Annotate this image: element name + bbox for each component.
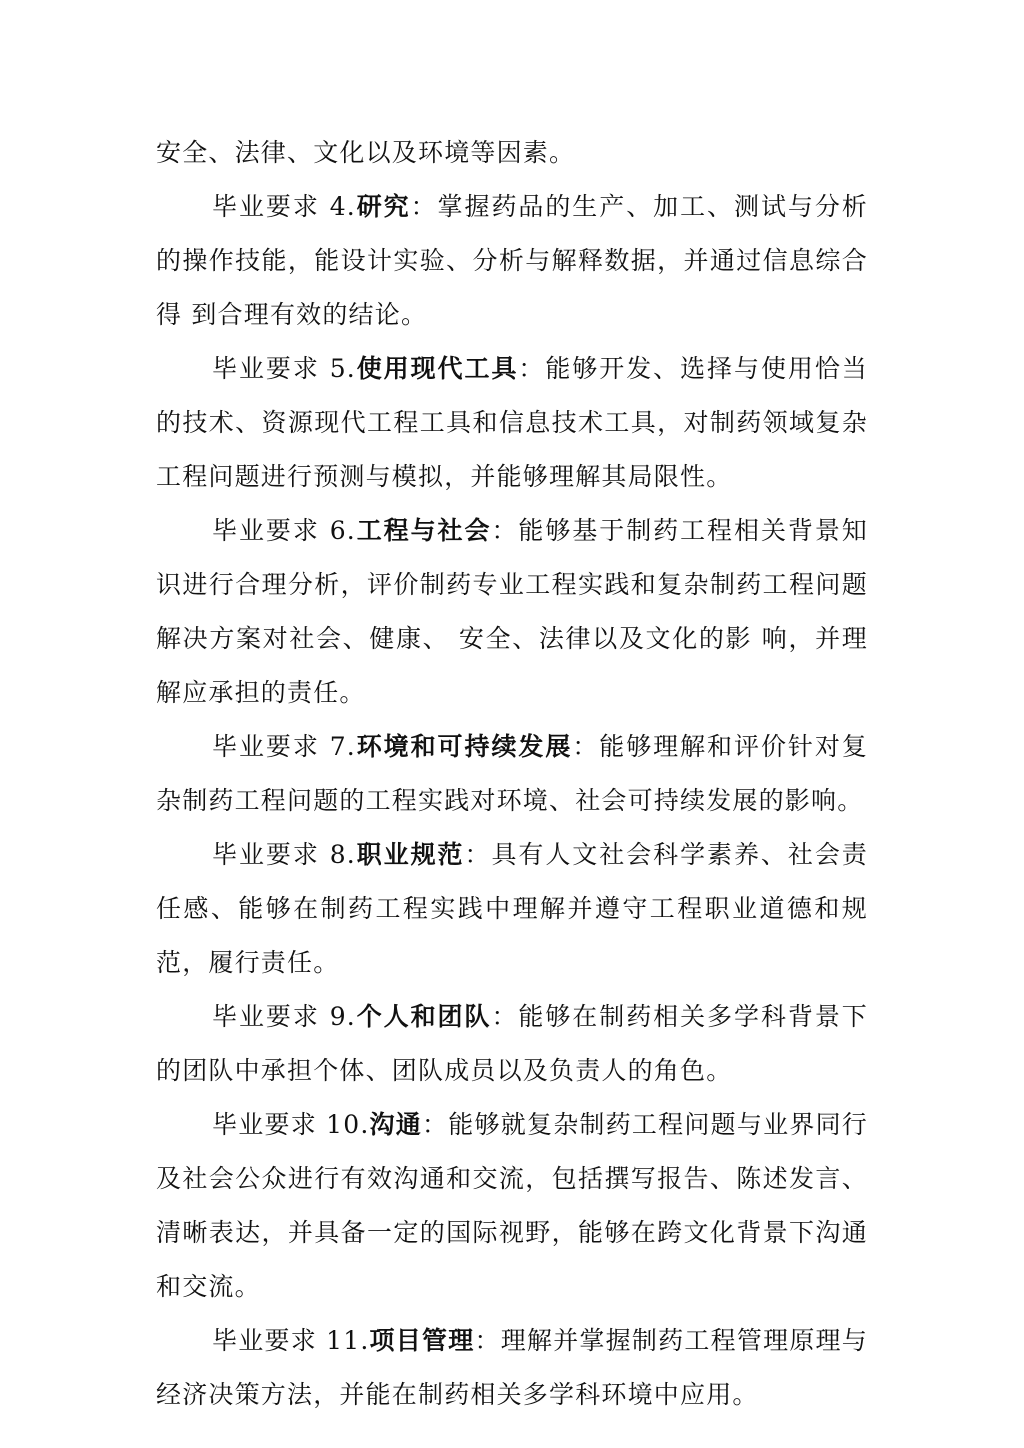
paragraph-continuation (156, 126, 868, 180)
requirement-keyword: 沟通 (369, 1110, 423, 1139)
requirement-keyword: 工程与社会 (355, 516, 492, 545)
paragraph-requirement-11 (156, 1314, 868, 1422)
requirement-keyword: 职业规范 (355, 840, 465, 869)
requirement-keyword: 使用现代工具 (355, 354, 519, 383)
requirement-body: ：掌握药品的生产、加工、测试与分析的操作技能，能设计实验、分析与解释数据，并通过信息综合得 到合理有效的结论。 (156, 192, 869, 329)
requirement-prefix: 毕业要求 6. (212, 516, 356, 545)
requirement-prefix: 毕业要求 8. (212, 840, 356, 869)
paragraph-requirement-7 (156, 720, 868, 828)
requirement-prefix: 毕业要求 9. (212, 1002, 356, 1031)
paragraph-requirement-9 (156, 990, 868, 1098)
paragraph-requirement-6 (156, 504, 868, 720)
requirement-keyword: 项目管理 (369, 1326, 475, 1355)
requirement-body: ：能够就复杂制药工程问题与业界同行及社会公众进行有效沟通和交流，包括撰写报告、陈述发言、清晰表达，并具备一定的国际视野，能够在跨文化背景下沟通和交流。 (156, 1110, 869, 1301)
document-body (156, 126, 868, 1422)
paragraph-requirement-10 (156, 1098, 868, 1314)
requirement-body: ：能够在制药相关多学科背景下的团队中承担个体、团队成员以及负责人的角色。 (156, 1002, 868, 1085)
requirement-keyword: 研究 (355, 192, 411, 221)
paragraph-text: 安全、法律、文化以及环境等因素。 (156, 138, 576, 167)
requirement-prefix: 毕业要求 11. (212, 1326, 370, 1355)
requirement-body: ：理解并掌握制药工程管理原理与经济决策方法，并能在制药相关多学科环境中应用。 (156, 1326, 868, 1409)
requirement-body: ：具有人文社会科学素养、社会责任感、能够在制药工程实践中理解并遵守工程职业道德和规范，履行责任。 (156, 840, 868, 977)
requirement-prefix: 毕业要求 5. (212, 354, 356, 383)
paragraph-requirement-4 (156, 180, 868, 342)
requirement-body: ：能够理解和评价针对复杂制药工程问题的工程实践对环境、社会可持续发展的影响。 (156, 732, 869, 815)
requirement-body: ：能够开发、选择与使用恰当的技术、资源现代工程工具和信息技术工具，对制药领域复杂工程问题进行预测与模拟，并能够理解其局限性。 (156, 354, 868, 491)
requirement-prefix: 毕业要求 4. (212, 192, 356, 221)
requirement-keyword: 环境和可持续发展 (355, 732, 573, 761)
paragraph-requirement-5 (156, 342, 868, 504)
requirement-prefix: 毕业要求 10. (212, 1110, 370, 1139)
requirement-body: ：能够基于制药工程相关背景知识进行合理分析，评价制药专业工程实践和复杂制药工程问题解决方案对社会、健康、 安全、法律以及文化的影 响，并理解应承担的责任。 (156, 516, 868, 707)
requirement-keyword: 个人和团队 (355, 1002, 492, 1031)
requirement-prefix: 毕业要求 7. (212, 732, 356, 761)
paragraph-requirement-8 (156, 828, 868, 990)
